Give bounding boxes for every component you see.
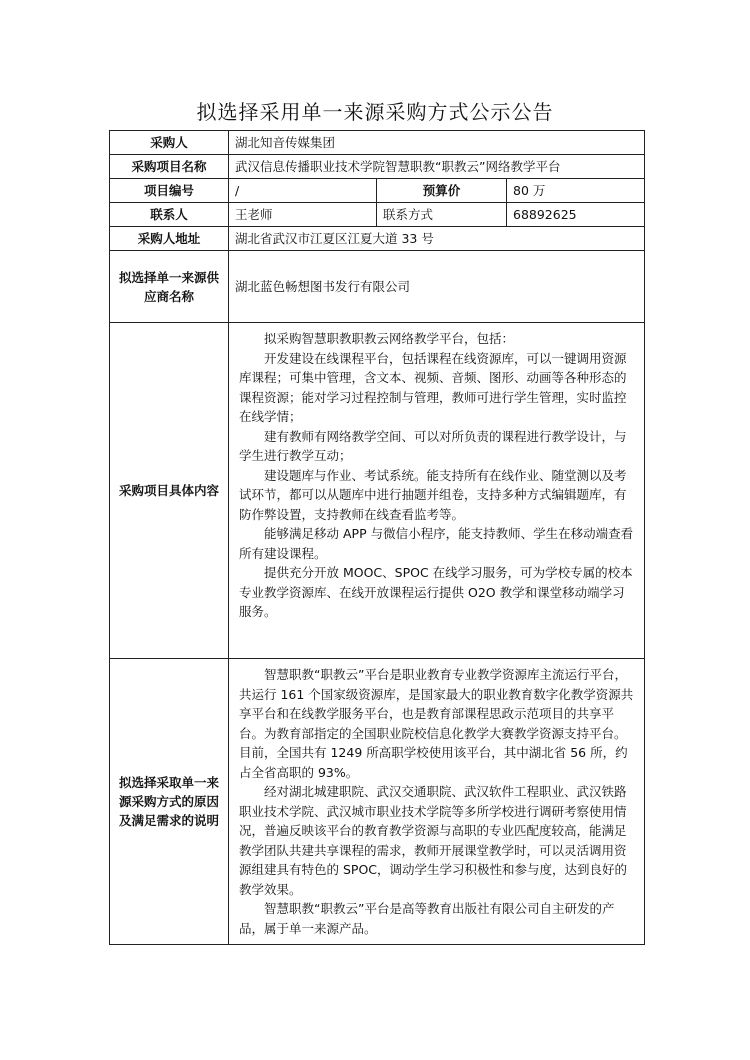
project-name-label: 采购项目名称 bbox=[110, 155, 229, 179]
row-contact bbox=[110, 203, 645, 227]
address-label: 采购人地址 bbox=[110, 227, 229, 251]
content-body bbox=[229, 323, 645, 659]
budget-value: 80 万 bbox=[507, 179, 645, 203]
contact-label: 联系人 bbox=[110, 203, 229, 227]
contact-value: 王老师 bbox=[229, 203, 377, 227]
supplier-label: 拟选择单一来源供应商名称 bbox=[110, 251, 229, 323]
page-title: 拟选择采用单一来源采购方式公示公告 bbox=[196, 100, 554, 124]
row-address bbox=[110, 227, 645, 251]
content-paragraph: 拟采购智慧职教职教云网络教学平台，包括： bbox=[264, 331, 515, 346]
content-label: 采购项目具体内容 bbox=[110, 323, 229, 659]
project-name-value: 武汉信息传播职业技术学院智慧职教“职教云”网络教学平台 bbox=[229, 155, 645, 179]
content-paragraph: 开发建设在线课程平台，包括课程在线资源库，可以一键调用资源库课程；可集中管理，含文本、视频、音频、图形、动画等各种形态的课程资源；能对学习过程控制与管理，教师可进行学生管理，实时监控在线学情； bbox=[239, 350, 627, 424]
row-purchaser bbox=[110, 131, 645, 155]
notice-table bbox=[109, 130, 645, 945]
row-reason bbox=[110, 659, 645, 945]
reason-paragraph: 智慧职教“职教云”平台是高等教育出版社有限公司自主研发的产品，属于单一来源产品。 bbox=[239, 901, 615, 936]
purchaser-label: 采购人 bbox=[110, 131, 229, 155]
reason-body bbox=[229, 659, 645, 945]
content-paragraph: 提供充分开放 MOOC、SPOC 在线学习服务，可为学校专属的校本专业教学资源库、在线开放课程运行提供 O2O 教学和课堂移动端学习服务。 bbox=[239, 565, 633, 619]
content-paragraph: 建有教师有网络教学空间、可以对所负责的课程进行教学设计，与学生进行教学互动； bbox=[239, 428, 627, 463]
row-supplier bbox=[110, 251, 645, 323]
purchaser-value: 湖北知音传媒集团 bbox=[229, 131, 645, 155]
phone-value: 68892625 bbox=[507, 203, 645, 227]
row-content bbox=[110, 323, 645, 659]
reason-label: 拟选择采取单一来源采购方式的原因及满足需求的说明 bbox=[110, 659, 229, 945]
row-project-no bbox=[110, 179, 645, 203]
supplier-value: 湖北蓝色畅想图书发行有限公司 bbox=[229, 251, 645, 323]
project-no-value: / bbox=[229, 179, 377, 203]
reason-paragraph: 经对湖北城建职院、武汉交通职院、武汉软件工程职业、武汉铁路职业技术学院、武汉城市职业技术学院等多所学校进行调研考察使用情况，普遍反映该平台的教育教学资源与高职的专业匹配度较高，能满足教学团队共建共享课程的需求，教师开展课堂教学时，可以灵活调用资源组建具有特色的 SPOC，调动学生学习积极性和参与度，达到良好的教学效果。 bbox=[239, 784, 628, 897]
row-project-name bbox=[110, 155, 645, 179]
project-no-label: 项目编号 bbox=[110, 179, 229, 203]
reason-paragraph: 智慧职教“职教云”平台是职业教育专业教学资源库主流运行平台，共运行 161 个国家级资源库，是国家最大的职业教育数字化教学资源共享平台和在线教学服务平台，也是教育部课程思政示范项目的共享平台。为教育部指定的全国职业院校信息化教学大赛教学资源支持平台。目前，全国共有 1249 所高职学校使用该平台，其中湖北省 56 所，约占全省高职的 93%。 bbox=[239, 667, 634, 780]
content-paragraph: 建设题库与作业、考试系统。能支持所有在线作业、随堂测以及考试环节，都可以从题库中进行抽题并组卷，支持多种方式编辑题库，有防作弊设置，支持教师在线查看监考等。 bbox=[239, 467, 627, 522]
phone-label: 联系方式 bbox=[377, 203, 507, 227]
content-paragraph: 能够满足移动 APP 与微信小程序，能支持教师、学生在移动端查看所有建设课程。 bbox=[239, 526, 634, 561]
address-value: 湖北省武汉市江夏区江夏大道 33 号 bbox=[229, 227, 645, 251]
budget-label: 预算价 bbox=[377, 179, 507, 203]
